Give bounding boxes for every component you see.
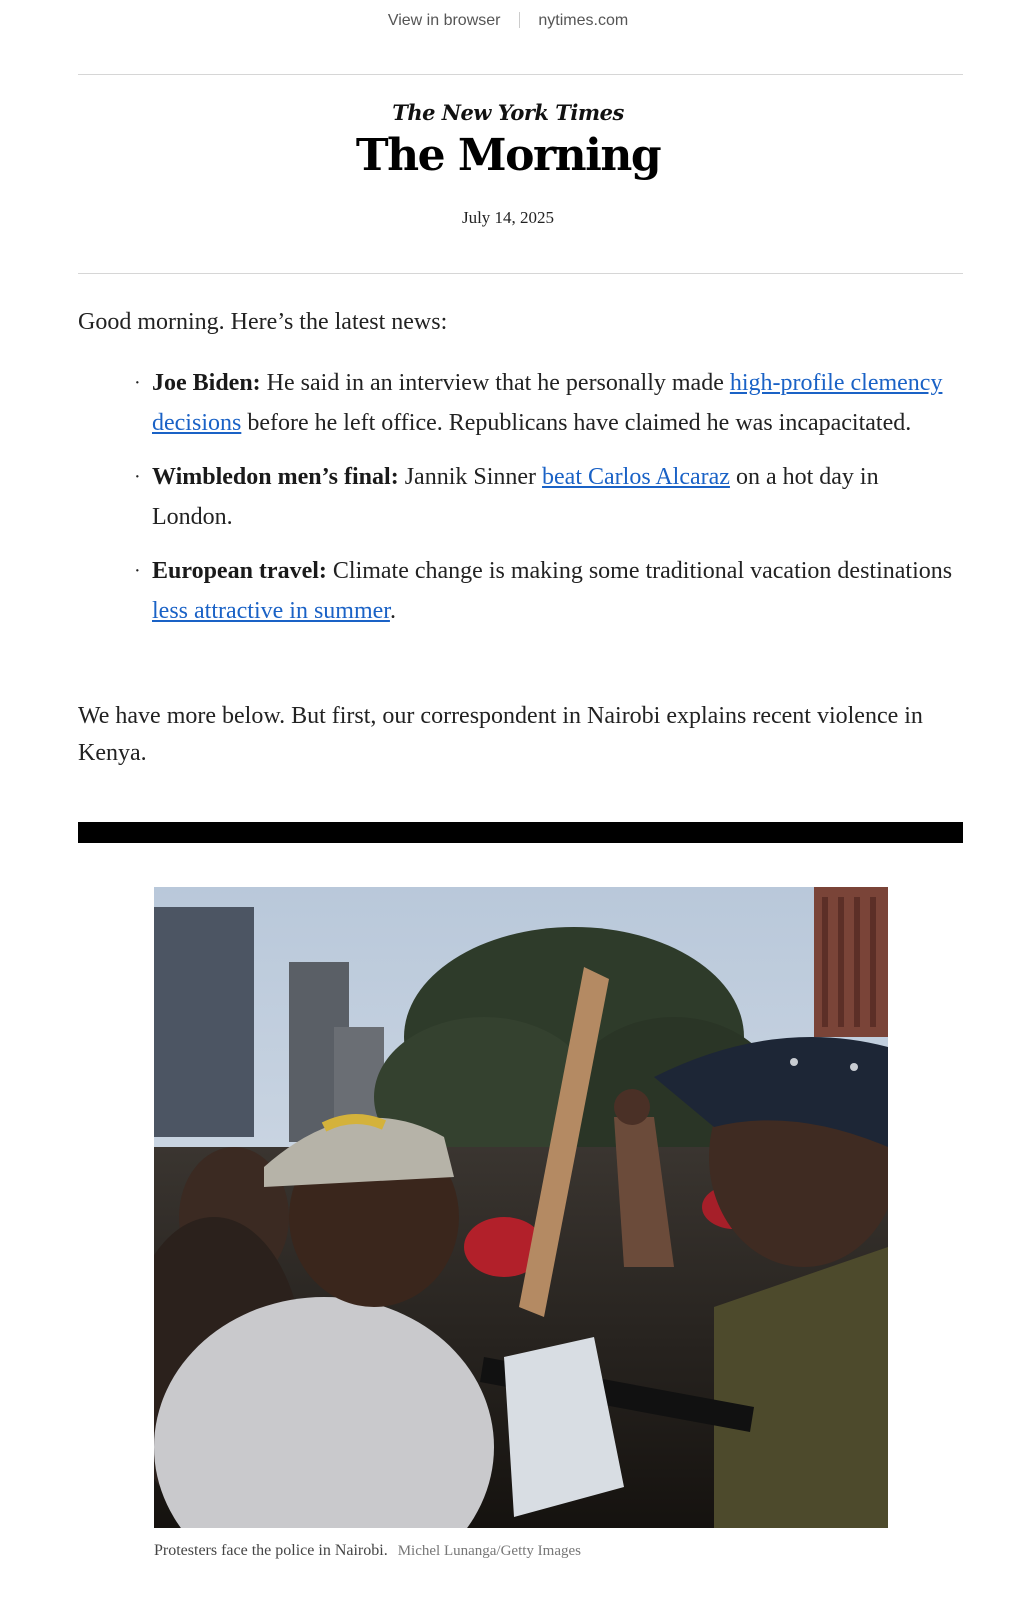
bullet: · (134, 466, 141, 488)
masthead-rule (78, 273, 963, 274)
news-text: He said in an interview that he personally made (260, 370, 730, 396)
news-label: Wimbledon men’s final: (152, 464, 399, 490)
caption-text: Protesters face the police in Nairobi. (154, 1542, 388, 1559)
travel-link[interactable]: less attractive in summer (152, 598, 390, 624)
top-links-divider (519, 12, 520, 28)
newsletter-title: The Morning (355, 130, 661, 181)
email-top-links (0, 12, 1016, 30)
section-divider-bar (78, 822, 963, 843)
news-label: European travel: (152, 558, 327, 584)
news-item-travel (132, 551, 962, 631)
kenya-protest-photo[interactable] (154, 887, 888, 1528)
bullet: · (134, 560, 141, 582)
header-rule (78, 74, 963, 75)
news-label: Joe Biden: (152, 370, 261, 396)
news-text: Climate change is making some traditional vacation destinations (326, 558, 953, 584)
news-text: on a hot day in London. (152, 464, 879, 530)
news-text: Jannik Sinner (398, 464, 543, 490)
photo-credit: Michel Lunanga/Getty Images (397, 1543, 581, 1559)
nyt-logo[interactable]: The New York Times (392, 100, 624, 125)
news-list (132, 363, 962, 645)
bullet: · (134, 372, 141, 394)
wimbledon-link[interactable]: beat Carlos Alcaraz (542, 464, 730, 490)
outro-text: We have more below. But first, our correspondent in Nairobi explains recent violence in Kenya. (78, 703, 923, 766)
newsletter-date: July 14, 2025 (461, 208, 555, 227)
news-text: before he left office. Republicans have claimed he was incapacitated. (241, 410, 912, 436)
clemency-link[interactable]: high-profile clemency decisions (152, 370, 943, 436)
news-item-wimbledon (132, 457, 962, 537)
news-text: . (389, 598, 396, 624)
photo-caption (154, 1542, 581, 1560)
intro-text: Good morning. Here’s the latest news: (78, 309, 448, 335)
view-in-browser-link[interactable]: View in browser (387, 12, 501, 29)
news-item-biden (132, 363, 962, 443)
nytimes-link[interactable]: nytimes.com (538, 12, 629, 29)
